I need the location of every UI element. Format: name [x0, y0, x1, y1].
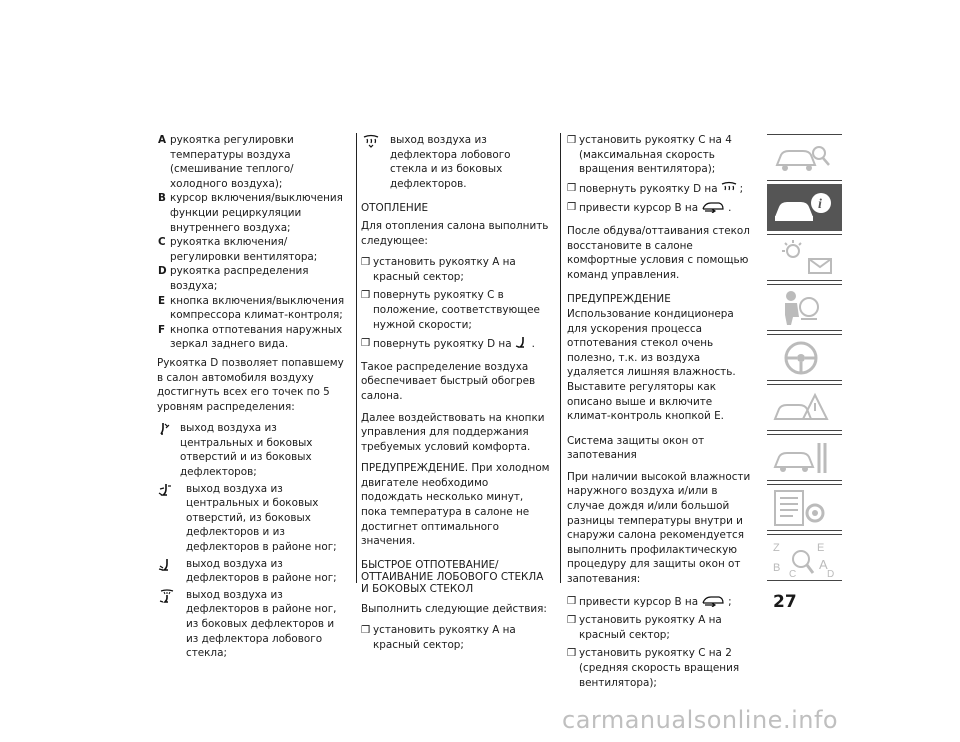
legend-item-b: B курсор включения/выключения функции рециркуляции внутреннего воздуха; — [158, 192, 343, 234]
tab-specifications[interactable] — [767, 484, 842, 531]
column-1 — [157, 133, 349, 663]
tab-car-info[interactable] — [767, 184, 842, 231]
tab-index[interactable] — [767, 534, 842, 581]
windshield-defrost-icon — [721, 181, 737, 194]
car-info-icon — [771, 189, 831, 227]
distribution-item-feet: выход воздуха из дефлекторов в районе ног; — [157, 557, 349, 586]
svg-text:E: E — [817, 542, 825, 554]
svg-text:i: i — [818, 197, 822, 212]
settings-list-icon — [771, 489, 831, 527]
heating-warning: ПРЕДУПРЕЖДЕНИЕ. При холодном двигателе необходимо подождать несколько минут, пока температура в салоне не достигнет оптимального значения. — [361, 462, 550, 548]
anti-fog-para: При наличии высокой влажности наружного воздуха и/или в случае дождя и/или большой разницы температуры внутри и снаружи салона рекомендуется выполнить профилактическую процедуру для защиты окон от запотевания: — [567, 470, 751, 586]
airbag-person-icon — [771, 289, 831, 327]
tab-driving[interactable] — [767, 334, 842, 381]
anti-fog-title: Система защиты окон от запотевания — [567, 434, 705, 462]
legend-item-c: C рукоятка включения/регулировки вентилятора; — [158, 236, 318, 263]
heating-bullet-2: ❒ повернуть рукоятку C в положение, соответствующее нужной скорости; — [361, 289, 540, 331]
windshield-defrost-icon — [363, 134, 379, 148]
distribution-item-feet-defrost: выход воздуха из дефлекторов в районе ног, из боковых дефлекторов и из дефлектора лобового стекла; — [157, 588, 349, 661]
tab-dashboard[interactable] — [767, 134, 842, 181]
page-number: 27 — [773, 592, 797, 612]
anti-fog-bullet-3: ❒ установить рукоятку C на 2 (средняя скорость вращения вентилятора); — [567, 647, 740, 689]
fast-defrost-bullet-1: ❒ установить рукоятку A на красный сектор; — [361, 624, 516, 652]
tab-safety[interactable] — [767, 284, 842, 331]
svg-text:C: C — [789, 569, 797, 579]
legend-item-d: D рукоятка распределения воздуха; — [158, 265, 309, 292]
face-feet-vent-icon — [158, 483, 176, 497]
alphabet-index-icon — [771, 539, 835, 579]
heating-bullet-1: ❒ установить рукоятку A на красный сектор; — [361, 256, 516, 283]
fast-defrost-intro: Выполнить следующие действия: — [361, 602, 547, 615]
watermark: carmanualsonline.info — [562, 706, 839, 734]
car-tools-icon — [771, 439, 831, 477]
anti-fog-bullet-1: ❒ привести курсор B на ; — [567, 594, 732, 608]
legend-item-e: E кнопка включения/выключения компрессора климат-контроля; — [158, 294, 345, 322]
distribution-item-defrost: выход воздуха из дефлектора лобового стекла и из боковых дефлекторов. — [361, 133, 551, 191]
feet-vent-icon — [158, 558, 176, 572]
emergency-car-icon — [771, 389, 831, 427]
ac-warning: ПРЕДУПРЕЖДЕНИЕ Использование кондиционера для ускорения процесса отпотевания стекол очень полезно, т.к. из воздуха удаляется лишняя влажность. Выставите регуляторы как описано выше и включите климат-контроль кнопкой E. — [567, 293, 736, 423]
anti-fog-bullet-2: ❒ установить рукоятку A на красный сектор; — [567, 614, 722, 641]
column-divider-1 — [356, 133, 357, 583]
distribution-item-face-feet: выход воздуха из центральных и боковых отверстий, из боковых дефлекторов и из дефлекторов в районе ног; — [157, 482, 349, 555]
fast-defrost-title: БЫСТРОЕ ОТПОТЕВАНИЕ/ОТТАИВАНИЕ ЛОБОВОГО СТЕКЛА И БОКОВЫХ СТЕКОЛ — [361, 558, 544, 595]
defrost-bullet-3: ❒ повернуть рукоятку D на ; — [567, 181, 744, 195]
column-2 — [361, 133, 551, 657]
tab-lights-messages[interactable] — [767, 234, 842, 281]
fresh-air-icon — [701, 594, 725, 607]
distribution-paragraph: Рукоятка D позволяет попавшему в салон автомобиля воздуху достигнуть всех его точек по 5 уровням распределения: — [157, 356, 344, 413]
fresh-air-icon — [701, 200, 725, 213]
sun-light-mail-icon — [771, 239, 835, 277]
heating-bullet-3: ❒ повернуть рукоятку D на . — [361, 337, 535, 351]
feet-defrost-icon — [158, 589, 176, 603]
heating-title: ОТОПЛЕНИЕ — [361, 202, 429, 215]
column-divider-2 — [560, 133, 561, 583]
dashboard-car-icon — [771, 139, 831, 177]
column-3 — [567, 133, 757, 694]
after-defrost-para: После обдува/оттаивания стекол восстановите в салоне комфортные условия с помощью команд управления. — [567, 224, 750, 281]
defrost-bullet-4: ❒ привести курсор B на . — [567, 201, 732, 215]
distribution-item-face: выход воздуха из центральных и боковых отверстий и из боковых дефлекторов; — [157, 421, 349, 479]
heating-intro: Для отопления салона выполнить следующее: — [361, 219, 549, 247]
steering-wheel-icon — [771, 339, 831, 377]
defrost-bullet-2: ❒ установить рукоятку C на 4 (максимальная скорость вращения вентилятора); — [567, 134, 732, 176]
face-vent-icon — [158, 422, 172, 436]
feet-vent-icon — [515, 336, 529, 349]
legend-item-a: A рукоятка регулировки температуры воздуха (смешивание теплого/ холодного воздуха); — [158, 134, 294, 190]
legend-item-f: F кнопка отпотевания наружных зеркал заднего вида. — [158, 323, 343, 351]
svg-text:A: A — [819, 557, 828, 572]
heating-para-1: Такое распределение воздуха обеспечивает быстрый обогрев салона. — [361, 360, 536, 402]
svg-text:D: D — [827, 569, 835, 579]
tab-maintenance[interactable] — [767, 434, 842, 481]
svg-text:B: B — [773, 562, 781, 574]
svg-text:Z: Z — [773, 542, 780, 554]
heating-para-2: Далее воздействовать на кнопки управления для поддержания требуемых условий комфорта. — [361, 411, 545, 453]
tab-emergency[interactable] — [767, 384, 842, 431]
